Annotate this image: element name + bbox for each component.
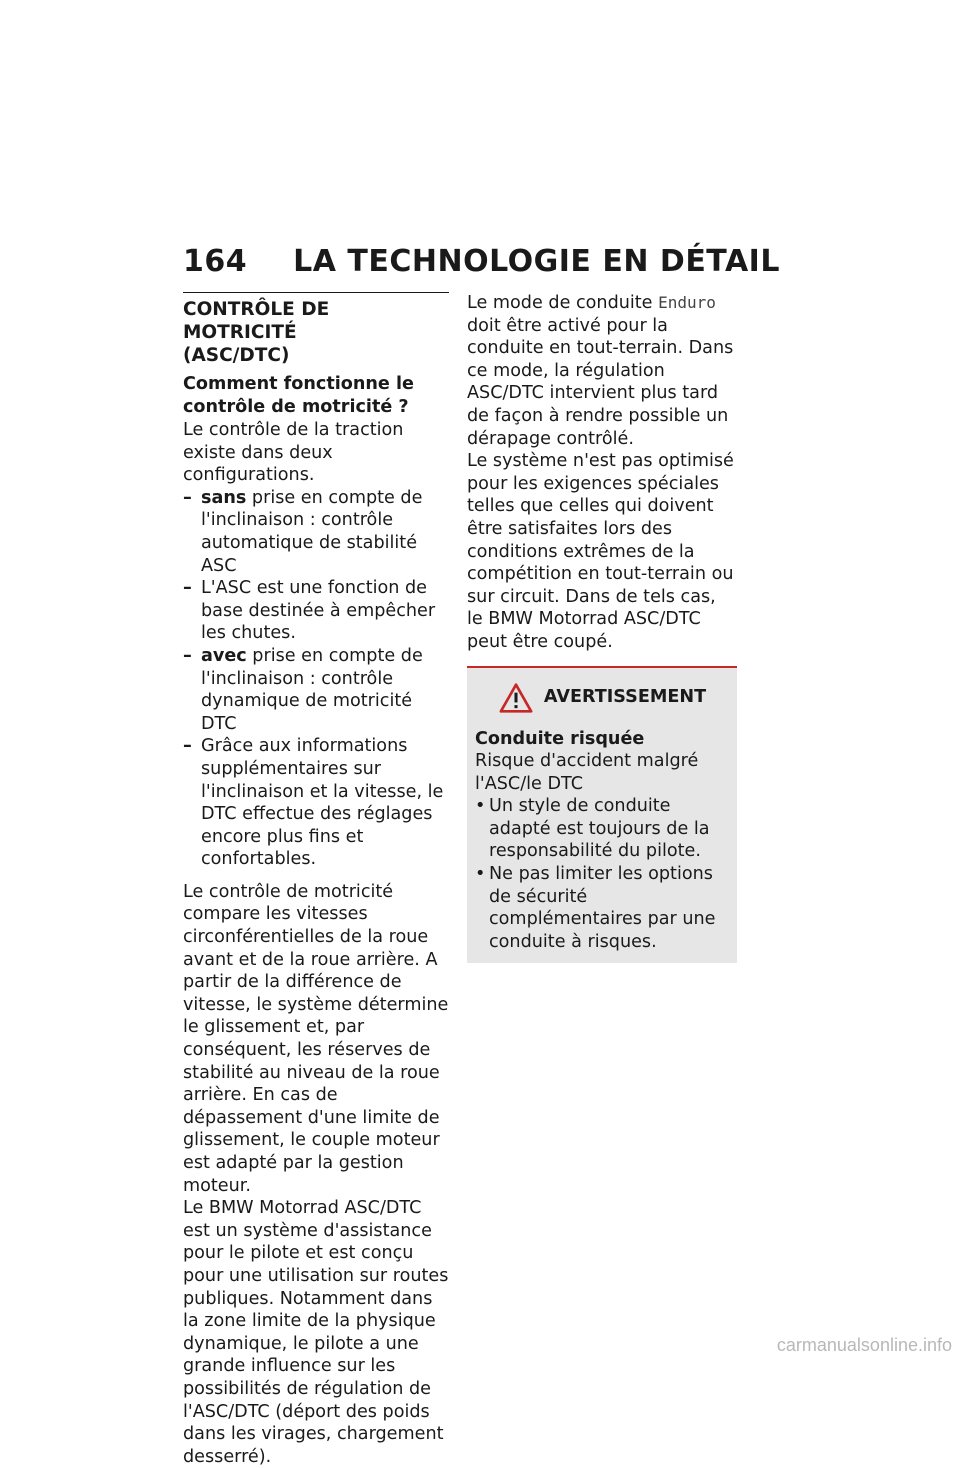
body-paragraph: Le BMW Motorrad ASC/DTC est un système d'assistance pour le pilote et est conçu pour une utilisation sur routes publiques. Notamment dans la zone limite de la physique dynamique, le pilote a une grande influence sur les possibilités de régulation de l'ASC/DTC (déport des poids dans les virages, chargement desserré). bbox=[183, 1198, 449, 1467]
left-column bbox=[183, 292, 449, 1468]
configuration-list bbox=[183, 487, 449, 871]
chapter-title: LA TECHNOLOGIE EN DÉTAIL bbox=[293, 244, 780, 279]
list-item: • Un style de conduite adapté est toujours de la responsabilité du pilote. bbox=[475, 795, 729, 863]
warning-risk: Risque d'accident malgré l'ASC/le DTC bbox=[475, 751, 699, 794]
riding-mode-label: Enduro bbox=[658, 293, 716, 312]
warning-triangle-icon bbox=[498, 682, 534, 714]
warning-box bbox=[467, 666, 737, 964]
list-item: – avec prise en compte de l'inclinaison : contrôle dynamique de motricité DTC bbox=[183, 645, 449, 735]
right-column bbox=[467, 292, 737, 963]
body-paragraph: Le contrôle de motricité compare les vitesses circonférentielles de la roue avant et de la roue arrière. A partir de la différence de vitesse, le système détermine le glissement et, par conséquent, les réserves de stabilité au niveau de la roue arrière. En cas de dépassement d'une limite de glissement, le couple moteur est adapté par la gestion moteur. bbox=[183, 881, 449, 1196]
warning-header bbox=[475, 682, 729, 714]
mode-paragraph: Le mode de conduite Enduro doit être activé pour la conduite en tout-terrain. Dans ce mode, la régulation ASC/DTC intervient plus tard de façon à rendre possible un dérapage contrôlé. bbox=[467, 293, 734, 449]
intro-paragraph: Le contrôle de la traction existe dans deux configurations. bbox=[183, 420, 404, 486]
list-item: – Grâce aux informations supplémentaires sur l'inclinaison et la vitesse, le DTC effectue des réglages encore plus fins et confortables. bbox=[183, 735, 449, 871]
section-divider bbox=[183, 292, 449, 293]
warning-list bbox=[475, 795, 729, 953]
sub-title: Comment fonctionne le contrôle de motricité ? bbox=[183, 374, 414, 417]
page-header bbox=[183, 244, 780, 279]
section-title: CONTRÔLE DE MOTRICITÉ (ASC/DTC) bbox=[183, 299, 330, 366]
warning-title: AVERTISSEMENT bbox=[543, 687, 707, 708]
warning-subtitle: Conduite risquée bbox=[475, 728, 645, 749]
page-number: 164 bbox=[183, 244, 248, 279]
list-item: • Ne pas limiter les options de sécurité complémentaires par une conduite à risques. bbox=[475, 863, 729, 953]
list-item: – L'ASC est une fonction de base destinée à empêcher les chutes. bbox=[183, 577, 449, 645]
list-item: – sans prise en compte de l'inclinaison : contrôle automatique de stabilité ASC bbox=[183, 487, 449, 577]
watermark: carmanualsonline.info bbox=[776, 1335, 952, 1355]
body-paragraph: Le système n'est pas optimisé pour les exigences spéciales telles que celles qui doivent être satisfaites lors des conditions extrêmes de la compétition en tout-terrain ou sur circuit. Dans de tels cas, le BMW Motorrad ASC/DTC peut être coupé. bbox=[467, 451, 734, 652]
